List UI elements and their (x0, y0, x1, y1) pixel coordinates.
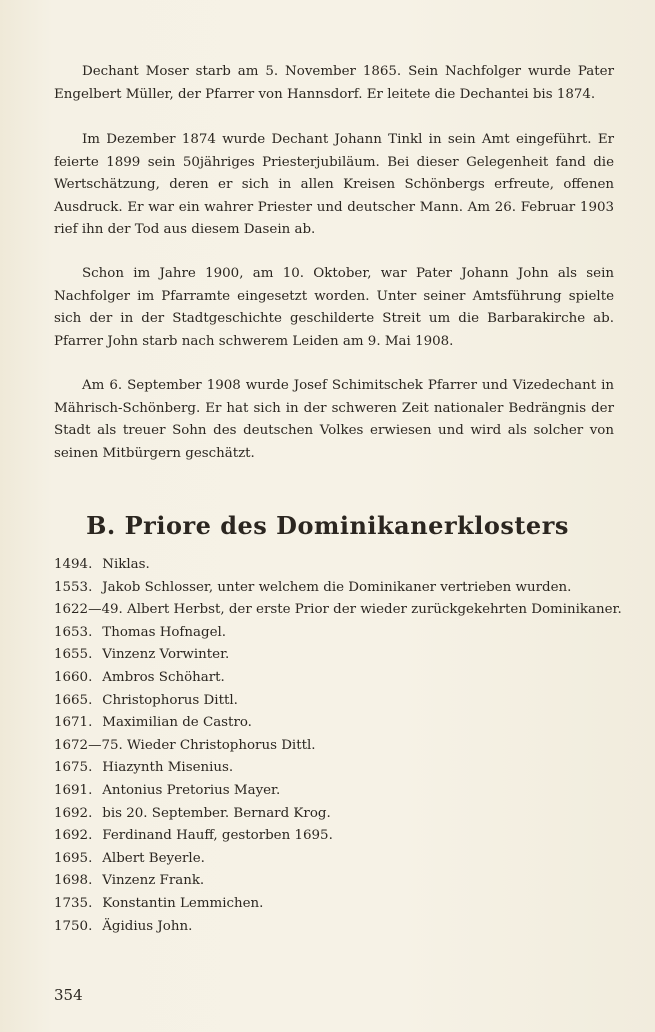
list-item (54, 780, 624, 803)
list-item (54, 667, 624, 690)
list-item (54, 825, 624, 848)
section-heading: B. Priore des Dominikanerklosters (86, 511, 569, 540)
list-item (54, 599, 624, 622)
prior-year: 1750. (54, 918, 93, 934)
prior-year: 1660. (54, 669, 93, 685)
paragraph-tinkl (54, 129, 614, 242)
list-item (54, 554, 624, 577)
prior-name: Konstantin Lemmichen. (102, 895, 264, 911)
list-item (54, 690, 624, 713)
list-item (54, 735, 624, 758)
prior-year: 1691. (54, 782, 93, 798)
prior-year: 1665. (54, 692, 93, 708)
prior-name: Ambros Schöhart. (102, 669, 225, 685)
prior-name: Maximilian de Castro. (102, 715, 252, 731)
prior-year: 1735. (54, 895, 93, 911)
prior-year: 1494. (54, 557, 93, 572)
prior-name: Niklas. (102, 557, 150, 572)
prior-year: 1695. (54, 850, 93, 866)
prior-name: Christophorus Dittl. (102, 692, 238, 708)
list-item (54, 848, 624, 871)
prior-name: Jakob Schlosser, unter welchem die Dominikaner vertrieben wurden. (102, 579, 572, 595)
prior-name: Vinzenz Frank. (102, 873, 205, 889)
paragraph-moser (54, 61, 614, 106)
paragraph-text: Schon im Jahre 1900, am 10. Oktober, war Pater Johann John als sein Nachfolger im Pfarramte eingesetzt worden. Unter seiner Amtsführung spielte sich der in der Stadtgeschichte geschilderte Streit um die Barbarakirche ab. Pfarrer John starb nach schwerem Leiden am 9. Mai 1908. (54, 266, 614, 349)
prior-name: Thomas Hofnagel. (102, 624, 227, 640)
list-item (54, 870, 624, 893)
prior-year: 1671. (54, 715, 93, 731)
list-item (54, 622, 624, 645)
prior-year: 1655. (54, 647, 93, 663)
list-item (54, 893, 624, 916)
paragraph-text: Dechant Moser starb am 5. November 1865. Sein Nachfolger wurde Pater Engelbert Müller, der Pfarrer von Hannsdorf. Er leitete die Dechantei bis 1874. (54, 64, 614, 102)
prior-year: 1675. (54, 760, 93, 776)
list-item (54, 712, 624, 735)
prior-year: 1653. (54, 624, 93, 640)
paragraph-schimitschek (54, 375, 614, 465)
paragraph-text: Im Dezember 1874 wurde Dechant Johann Tinkl in sein Amt eingeführt. Er feierte 1899 sein 50jähriges Priesterjubiläum. Bei dieser Gelegenheit fand die Wertschätzung, deren er sich in allen Kreisen Schönbergs erfreute, offenen Ausdruck. Er war ein wahrer Priester und deutscher Mann. Am 26. Februar 1903 rief ihn der Tod aus diesem Dasein ab. (54, 132, 614, 238)
prior-year: 1692. (54, 805, 93, 821)
prior-name: Ferdinand Hauff, gestorben 1695. (102, 828, 333, 844)
prior-name: Albert Beyerle. (102, 850, 205, 866)
prior-year: 1672—75. (54, 737, 123, 753)
prior-name: Antonius Pretorius Mayer. (102, 782, 281, 798)
prior-name: Hiazynth Misenius. (102, 760, 234, 776)
prior-year: 1692. (54, 828, 93, 844)
list-item (54, 577, 624, 600)
prior-name: Vinzenz Vorwinter. (102, 647, 230, 663)
prior-name: Albert Herbst, der erste Prior der wieder zurückgekehrten Dominikaner. (127, 602, 622, 618)
prior-name: Wieder Christophorus Dittl. (127, 737, 316, 753)
paragraph-text: Am 6. September 1908 wurde Josef Schimitschek Pfarrer und Vizedechant in Mährisch-Schönberg. Er hat sich in der schweren Zeit nationaler Bedrängnis der Stadt als treuer Sohn des deutschen Volkes erwiesen und wird als solcher von seinen Mitbürgern geschätzt. (54, 378, 614, 461)
paragraph-john (54, 263, 614, 353)
priors-list (54, 554, 624, 938)
prior-year: 1622—49. (54, 602, 123, 618)
prior-year: 1553. (54, 579, 93, 595)
list-item (54, 757, 624, 780)
list-item (54, 916, 624, 939)
prior-year: 1698. (54, 873, 93, 889)
list-item (54, 644, 624, 667)
page-number: 354 (54, 986, 83, 1004)
list-item (54, 803, 624, 826)
prior-name: bis 20. September. Bernard Krog. (102, 805, 331, 821)
prior-name: Ägidius John. (102, 918, 193, 934)
